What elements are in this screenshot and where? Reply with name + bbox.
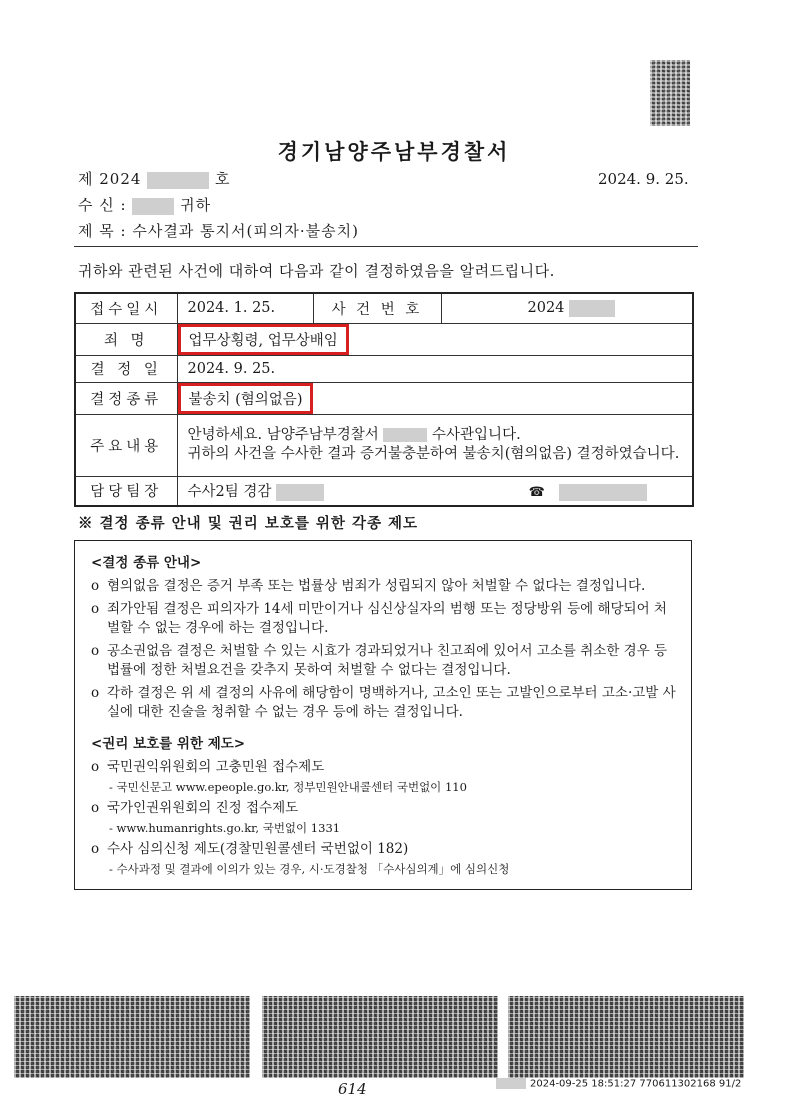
list-item bbox=[91, 758, 679, 777]
bullet-icon: o bbox=[91, 643, 100, 659]
charge-label: 죄 명 bbox=[75, 323, 177, 355]
right-detail: - 수사과정 및 결과에 이의가 있는 경우, 시·도경찰청 「수사심의계」에 심의신청 bbox=[109, 862, 510, 876]
print-stamp-text: 2024-09-25 18:51:27 770611302168 91/2 bbox=[530, 1078, 742, 1090]
doc-no-prefix: 제 2024 bbox=[78, 170, 142, 188]
details-greeting: 안녕하세요. 남양주남부경찰서 bbox=[187, 427, 379, 443]
notice-title: ※ 결정 종류 안내 및 권리 보호를 위한 각종 제도 bbox=[78, 515, 419, 532]
decision-type-cell bbox=[177, 382, 693, 414]
charge: 업무상횡령, 업무상배임 bbox=[188, 332, 338, 349]
type-text: 죄가안됨 결정은 피의자가 14세 미만이거나 심신상실자의 범행 또는 정당방위 등에 해당되어 처벌할 수 없는 경우에 하는 결정입니다. bbox=[107, 601, 667, 636]
redaction bbox=[276, 484, 324, 501]
issue-date: 2024. 9. 25. bbox=[598, 170, 689, 188]
officer-cell bbox=[177, 476, 693, 506]
recipient-prefix: 수 신 : bbox=[78, 196, 127, 214]
redaction bbox=[569, 300, 615, 317]
bullet-icon: o bbox=[91, 685, 100, 701]
officer: 수사2팀 경감 bbox=[187, 484, 272, 501]
type-text: 공소권없음 결정은 처벌할 수 있는 시효가 경과되었거나 친고죄에 있어서 고소를 취소한 경우 등 법률에 정한 처벌요건을 갖추지 못하여 처벌할 수 없다는 결정입니다. bbox=[107, 643, 668, 678]
redaction bbox=[147, 172, 209, 189]
right-title: 수사 심의신청 제도(경찰민원콜센터 국번없이 182) bbox=[107, 841, 409, 857]
type-text: 혐의없음 결정은 증거 부족 또는 법률상 범죄가 성립되지 않아 처벌할 수 없다는 결정입니다. bbox=[107, 578, 646, 594]
bullet-icon: o bbox=[91, 759, 100, 775]
subject: 제 목 : 수사결과 통지서(피의자·불송치) bbox=[78, 222, 359, 240]
list-item bbox=[91, 799, 679, 818]
details-greeting-end: 수사관입니다. bbox=[432, 427, 521, 443]
decision-date-label: 결 정 일 bbox=[75, 355, 177, 382]
details-label: 주요내용 bbox=[75, 414, 177, 476]
charge-cell bbox=[177, 323, 693, 355]
redaction bbox=[496, 1078, 526, 1089]
officer-label: 담당팀장 bbox=[75, 476, 177, 506]
barcode-3 bbox=[508, 996, 744, 1078]
charge-highlight bbox=[178, 324, 349, 355]
decision-type-highlight bbox=[178, 383, 314, 414]
receipt-date-label: 접수일시 bbox=[75, 293, 177, 323]
receipt-date: 2024. 1. 25. bbox=[177, 293, 313, 323]
list-item bbox=[91, 600, 679, 638]
decision-type-label: 결정종류 bbox=[75, 382, 177, 414]
case-no: 2024 bbox=[527, 300, 565, 317]
guide-box bbox=[74, 540, 692, 890]
case-no-label: 사 건 번 호 bbox=[313, 293, 441, 323]
divider bbox=[74, 246, 698, 247]
list-item bbox=[91, 577, 679, 596]
types-heading: <결정 종류 안내> bbox=[91, 555, 202, 571]
details-line-2: 귀하의 사건을 수사한 결과 증거불충분하여 불송치(혐의없음) 결정하였습니다. bbox=[187, 446, 680, 462]
right-detail: - 국민신문고 www.epeople.go.kr, 정부민원안내콜센터 국번없이 110 bbox=[109, 780, 467, 794]
print-stamp bbox=[496, 1078, 741, 1090]
type-text: 각하 결정은 위 세 결정의 사유에 해당함이 명백하거나, 고소인 또는 고발인으로부터 고소·고발 사실에 대한 진술을 청취할 수 없는 경우 등에 하는 결정입니다. bbox=[107, 685, 676, 720]
bullet-icon: o bbox=[91, 800, 100, 816]
details-line-1 bbox=[188, 426, 683, 445]
case-info-table bbox=[74, 292, 694, 507]
barcode-1 bbox=[14, 996, 250, 1078]
list-item bbox=[91, 684, 679, 722]
redaction bbox=[132, 198, 174, 215]
rights-heading: <권리 보호를 위한 제도> bbox=[91, 736, 246, 752]
right-title: 국가인권위원회의 진정 접수제도 bbox=[107, 800, 299, 816]
list-item bbox=[91, 642, 679, 680]
phone-icon: ☎ bbox=[528, 485, 545, 501]
qr-code bbox=[650, 60, 690, 126]
list-item bbox=[91, 840, 679, 859]
document-number bbox=[78, 168, 231, 189]
decision-date: 2024. 9. 25. bbox=[177, 355, 693, 382]
right-title: 국민권익위원회의 고충민원 접수제도 bbox=[107, 759, 325, 775]
bullet-icon: o bbox=[91, 601, 100, 617]
right-detail: - www.humanrights.go.kr, 국번없이 1331 bbox=[109, 821, 341, 835]
office-title: 경기남양주남부경찰서 bbox=[277, 139, 511, 164]
handwritten-number: 614 bbox=[338, 1080, 367, 1098]
bullet-icon: o bbox=[91, 841, 100, 857]
intro-text: 귀하와 관련된 사건에 대하여 다음과 같이 결정하였음을 알려드립니다. bbox=[78, 262, 555, 280]
decision-type: 불송치 (혐의없음) bbox=[188, 391, 303, 408]
redaction bbox=[559, 484, 647, 501]
recipient bbox=[78, 194, 211, 215]
barcode-2 bbox=[262, 996, 498, 1078]
recipient-suffix: 귀하 bbox=[180, 196, 212, 214]
bullet-icon: o bbox=[91, 578, 100, 594]
case-no-cell bbox=[441, 293, 693, 323]
doc-no-suffix: 호 bbox=[215, 170, 231, 188]
details-cell bbox=[177, 414, 693, 476]
redaction bbox=[383, 428, 427, 442]
